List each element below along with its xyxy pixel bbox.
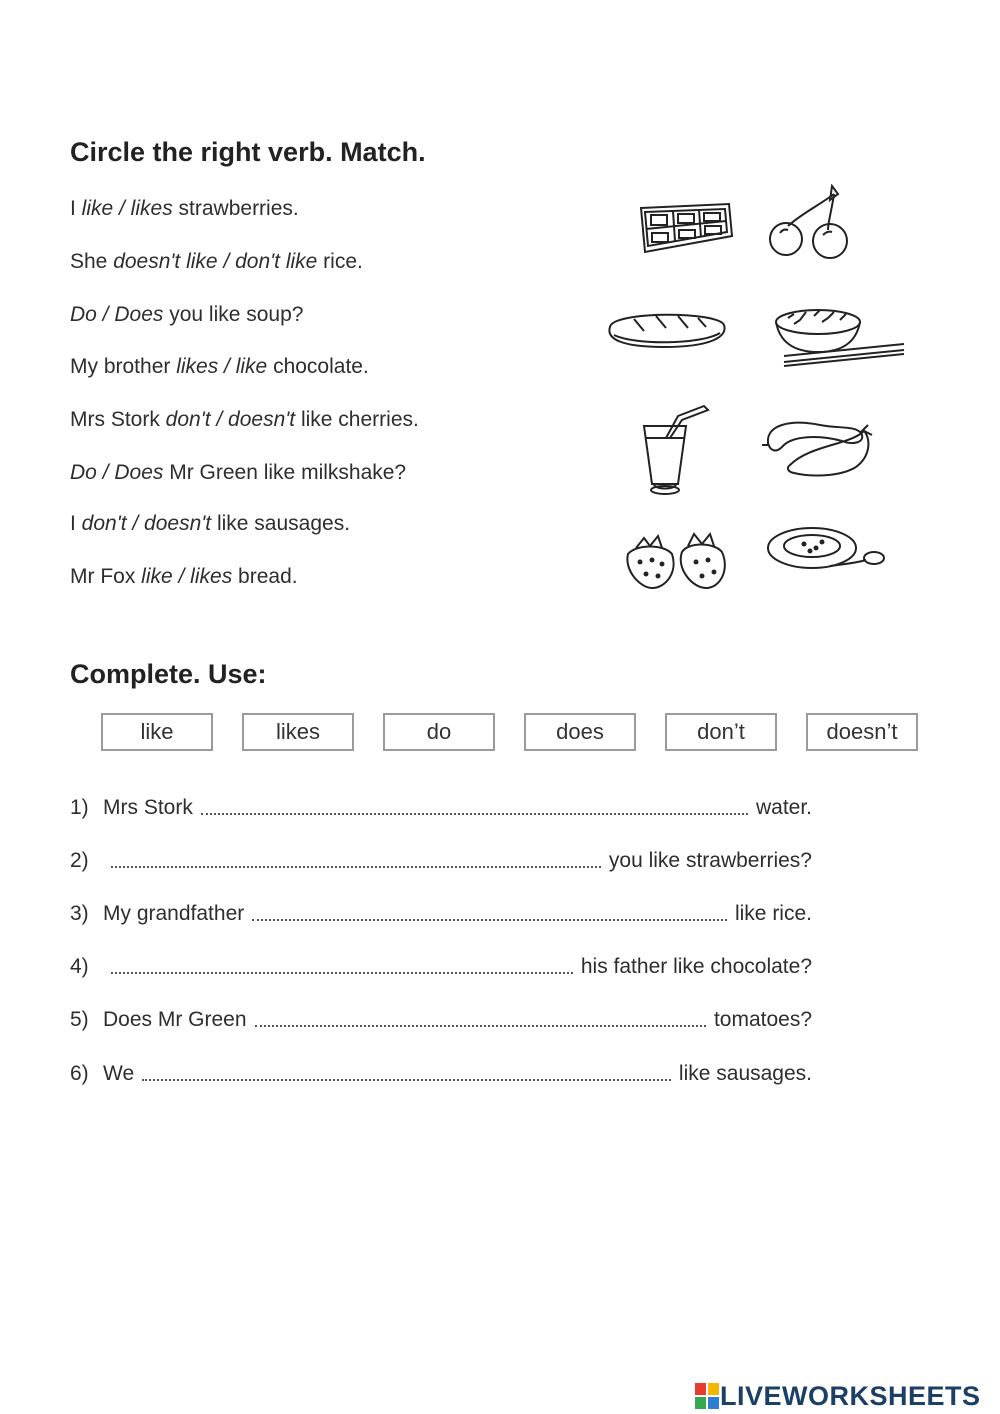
section2-heading: Complete. Use:: [70, 659, 267, 689]
logo-mark-icon: [694, 1381, 720, 1411]
sentence-5: Mrs Stork don't / doesn't like cherries.: [70, 408, 419, 431]
verb-options[interactable]: don't / doesn't: [81, 512, 212, 535]
sentence-6: Do / Does Mr Green like milkshake?: [70, 461, 407, 484]
item-prefix: Mrs Stork: [103, 796, 193, 819]
verb-options[interactable]: doesn't like / don't like: [113, 250, 318, 273]
sentence-2: She doesn't like / don't like rice.: [70, 250, 363, 273]
sentence-8: Mr Fox like / likes bread.: [70, 565, 298, 588]
item-suffix: like rice.: [734, 902, 812, 925]
milkshake-icon[interactable]: [640, 404, 715, 496]
word-does[interactable]: does: [524, 713, 636, 751]
section1-heading: Circle the right verb. Match.: [70, 137, 426, 167]
word-do[interactable]: do: [383, 713, 495, 751]
item-suffix: like sausages.: [678, 1062, 812, 1085]
word-dont[interactable]: don’t: [665, 713, 777, 751]
item-prefix: My grandfather: [103, 902, 245, 925]
exercise-item-5: [70, 1008, 812, 1038]
liveworksheets-logo[interactable]: [694, 1378, 981, 1414]
verb-options[interactable]: like / likes: [81, 197, 173, 220]
brand-name: LIVEWORKSHEETS: [720, 1380, 981, 1411]
chocolate-bar-icon[interactable]: [633, 200, 735, 255]
answer-blank[interactable]: [111, 955, 573, 974]
answer-blank[interactable]: [255, 1008, 706, 1027]
word-likes[interactable]: likes: [242, 713, 354, 751]
sentence-3: Do / Does you like soup?: [70, 303, 304, 326]
item-number: 4): [70, 955, 89, 978]
exercise-item-4: [70, 955, 812, 985]
item-suffix: his father like chocolate?: [580, 955, 812, 978]
verb-options[interactable]: like / likes: [141, 565, 233, 588]
verb-options[interactable]: likes / like: [176, 355, 268, 378]
answer-blank[interactable]: [142, 1062, 671, 1081]
item-number: 5): [70, 1008, 89, 1031]
item-number: 6): [70, 1062, 89, 1085]
answer-blank[interactable]: [111, 849, 601, 868]
verb-options[interactable]: Do / Does: [70, 461, 164, 484]
exercise-item-2: [70, 849, 812, 879]
item-number: 3): [70, 902, 89, 925]
soup-icon[interactable]: [766, 524, 886, 584]
sentence-1: I like / likes strawberries.: [70, 197, 299, 220]
cherries-icon[interactable]: [766, 184, 858, 259]
rice-bowl-icon[interactable]: [770, 300, 908, 370]
answer-blank[interactable]: [252, 902, 727, 921]
bread-icon[interactable]: [600, 305, 730, 355]
item-number: 1): [70, 796, 89, 819]
item-number: 2): [70, 849, 89, 872]
strawberries-icon[interactable]: [622, 530, 732, 592]
item-suffix: water.: [755, 796, 812, 819]
item-prefix: We: [103, 1062, 135, 1085]
verb-options[interactable]: don't / doesn't: [165, 408, 296, 431]
exercise-item-6: [70, 1062, 812, 1092]
item-suffix: you like strawberries?: [608, 849, 812, 872]
word-doesnt[interactable]: doesn’t: [806, 713, 918, 751]
item-suffix: tomatoes?: [713, 1008, 812, 1031]
verb-options[interactable]: Do / Does: [70, 303, 164, 326]
answer-blank[interactable]: [201, 796, 748, 815]
sausages-icon[interactable]: [760, 415, 875, 481]
sentence-7: I don't / doesn't like sausages.: [70, 512, 351, 535]
exercise-item-1: [70, 796, 812, 826]
word-like[interactable]: like: [101, 713, 213, 751]
sentence-4: My brother likes / like chocolate.: [70, 355, 369, 378]
item-prefix: Does Mr Green: [103, 1008, 247, 1031]
exercise-item-3: [70, 902, 812, 932]
